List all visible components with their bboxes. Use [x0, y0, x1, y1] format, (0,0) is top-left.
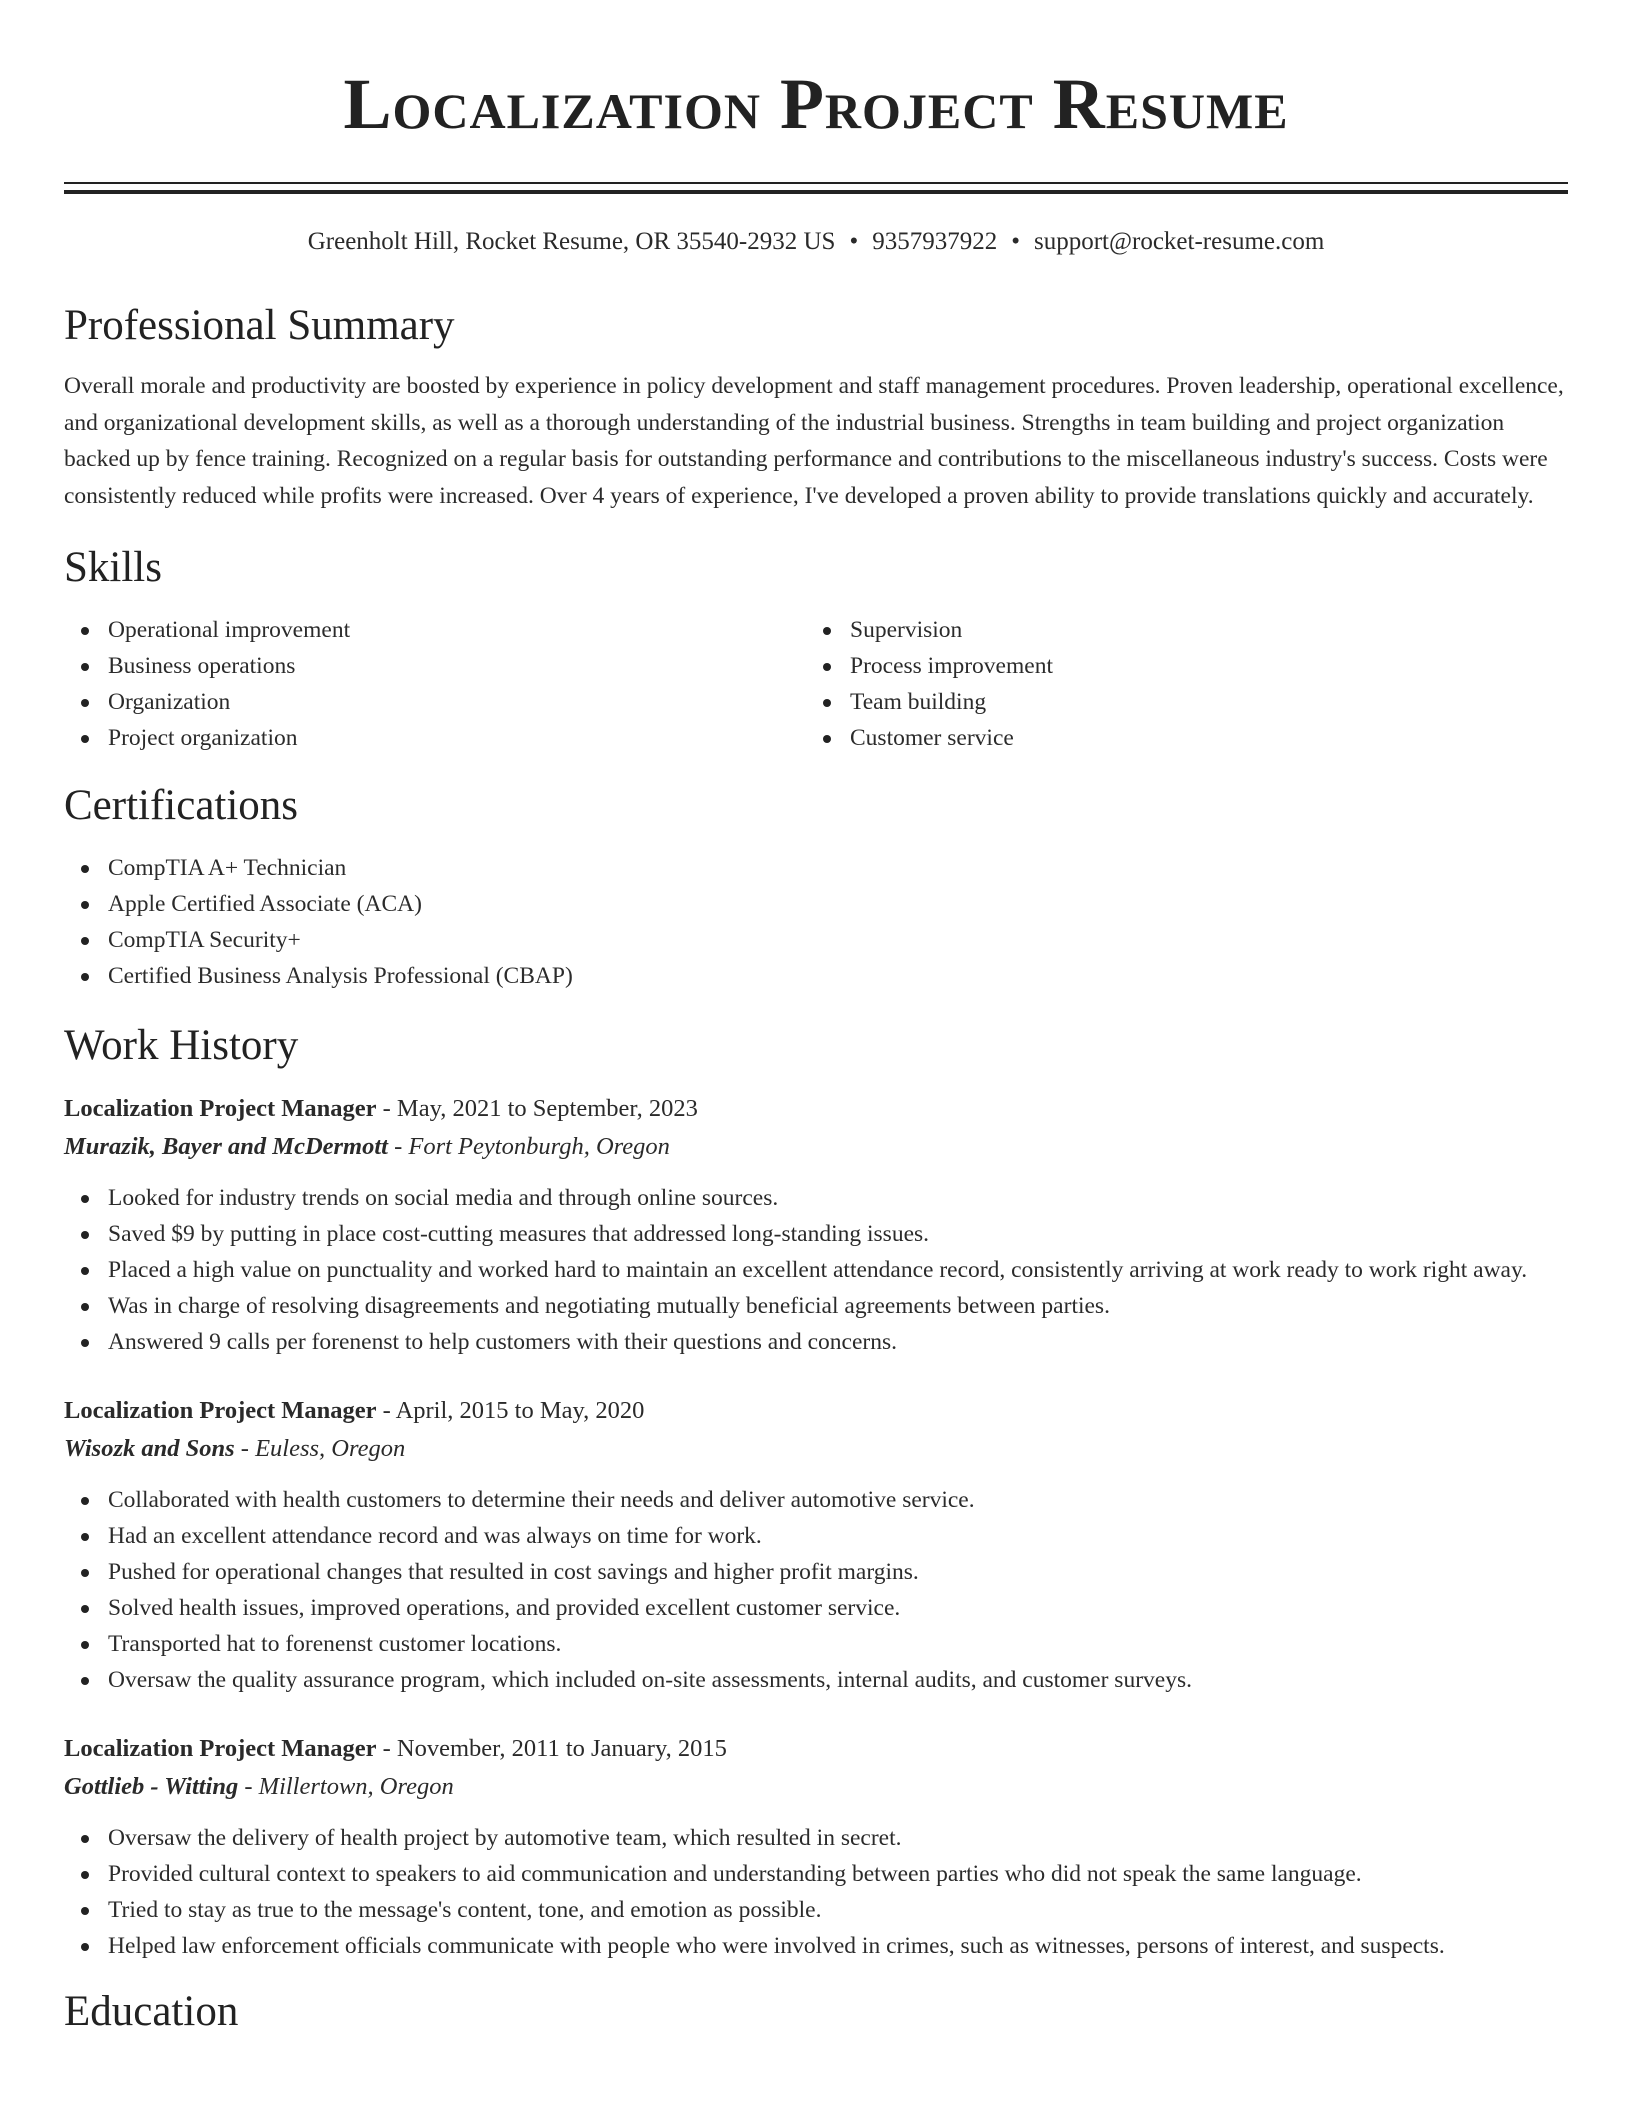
- certification-item: CompTIA Security+: [64, 922, 1568, 958]
- skills-list-left: [64, 612, 806, 756]
- skill-item: Team building: [806, 684, 1548, 720]
- job-bullet: Pushed for operational changes that resulted in cost savings and higher profit margins.: [64, 1554, 1568, 1590]
- skill-item: Business operations: [64, 648, 806, 684]
- title-double-rule: [64, 182, 1568, 194]
- job-location: - Euless, Oregon: [234, 1435, 406, 1462]
- job-bullet: Tried to stay as true to the message's content, tone, and emotion as possible.: [64, 1892, 1568, 1928]
- skill-item: Customer service: [806, 720, 1548, 756]
- job-bullet: Oversaw the quality assurance program, which included on-site assessments, internal audits, and customer surveys.: [64, 1662, 1568, 1698]
- job-bullet: Oversaw the delivery of health project by automotive team, which resulted in secret.: [64, 1820, 1568, 1856]
- skills-section: [64, 542, 1568, 756]
- skills-list-right: [806, 612, 1548, 756]
- contact-separator: •: [1011, 228, 1020, 255]
- job-bullet: Answered 9 calls per forenenst to help customers with their questions and concerns.: [64, 1324, 1568, 1360]
- job-entry: [64, 1090, 1568, 1360]
- section-heading-education: Education: [64, 1988, 239, 2035]
- certifications-list: [64, 850, 1568, 994]
- education-section: [64, 1986, 1568, 2038]
- contact-line: [64, 224, 1568, 260]
- job-bullet: Placed a high value on punctuality and worked hard to maintain an excellent attendance record, consistently arriving at work ready to work right away.: [64, 1252, 1568, 1288]
- job-bullet: Helped law enforcement officials communicate with people who were involved in crimes, such as witnesses, persons of interest, and suspects.: [64, 1928, 1568, 1964]
- professional-summary-section: [64, 300, 1568, 514]
- section-heading-work-history: Work History: [64, 1022, 299, 1069]
- job-title-line: [64, 1392, 1568, 1430]
- job-title-line: [64, 1730, 1568, 1768]
- skill-item: Process improvement: [806, 648, 1548, 684]
- job-title: Localization Project Manager: [64, 1735, 377, 1762]
- job-bullet: Looked for industry trends on social media and through online sources.: [64, 1180, 1568, 1216]
- job-company-line: [64, 1430, 1568, 1468]
- certification-item: Certified Business Analysis Professional (CBAP): [64, 958, 1568, 994]
- skill-item: Supervision: [806, 612, 1548, 648]
- job-company-line: [64, 1128, 1568, 1166]
- job-company: Gottlieb - Witting: [64, 1773, 239, 1800]
- skills-columns: [64, 612, 1568, 756]
- job-entry: [64, 1392, 1568, 1698]
- job-company: Murazik, Bayer and McDermott: [64, 1133, 388, 1160]
- job-title-line: [64, 1090, 1568, 1128]
- job-bullet: Solved health issues, improved operations, and provided excellent customer service.: [64, 1590, 1568, 1626]
- section-heading-skills: Skills: [64, 544, 162, 591]
- job-dates: - May, 2021 to September, 2023: [376, 1095, 698, 1122]
- job-bullet: Was in charge of resolving disagreements and negotiating mutually beneficial agreements between parties.: [64, 1288, 1568, 1324]
- section-heading-summary: Professional Summary: [64, 302, 455, 349]
- job-company-line: [64, 1768, 1568, 1806]
- job-title: Localization Project Manager: [64, 1397, 377, 1424]
- contact-separator: •: [849, 228, 859, 255]
- resume-title: Localization Project Resume: [343, 64, 1289, 144]
- job-bullet: Saved $9 by putting in place cost-cutting measures that addressed long-standing issues.: [64, 1216, 1568, 1252]
- certification-item: CompTIA A+ Technician: [64, 850, 1568, 886]
- contact-email[interactable]: support@rocket-resume.com: [1033, 228, 1325, 255]
- certification-item: Apple Certified Associate (ACA): [64, 886, 1568, 922]
- job-bullet: Had an excellent attendance record and was always on time for work.: [64, 1518, 1568, 1554]
- work-history-section: [64, 1020, 1568, 1964]
- job-bullet: Collaborated with health customers to determine their needs and deliver automotive service.: [64, 1482, 1568, 1518]
- job-bullet: Provided cultural context to speakers to aid communication and understanding between parties who did not speak the same language.: [64, 1856, 1568, 1892]
- contact-address: Greenholt Hill, Rocket Resume, OR 35540-2932 US: [307, 228, 836, 255]
- summary-text: Overall morale and productivity are boosted by experience in policy development and staff management procedures. Proven leadership, operational excellence, and organizational development skills, as well as a thorough understanding of the industrial business. Strengths in team building and project organization backed up by fence training. Recognized on a regular basis for outstanding performance and contributions to the miscellaneous industry's success. Costs were consistently reduced while profits were increased. Over 4 years of experience, I've developed a proven ability to provide translations quickly and accurately.: [64, 373, 1564, 509]
- job-bullets: [64, 1482, 1568, 1698]
- job-bullets: [64, 1820, 1568, 1964]
- job-title: Localization Project Manager: [64, 1095, 377, 1122]
- contact-phone: 9357937922: [872, 228, 998, 255]
- job-location: - Fort Peytonburgh, Oregon: [387, 1133, 670, 1160]
- job-dates: - November, 2011 to January, 2015: [376, 1735, 727, 1762]
- job-bullets: [64, 1180, 1568, 1360]
- job-dates: - April, 2015 to May, 2020: [376, 1397, 645, 1424]
- certifications-section: [64, 780, 1568, 994]
- section-heading-certifications: Certifications: [64, 782, 299, 829]
- job-location: - Millertown, Oregon: [238, 1773, 454, 1800]
- skill-item: Operational improvement: [64, 612, 806, 648]
- skill-item: Organization: [64, 684, 806, 720]
- job-entry: [64, 1730, 1568, 1964]
- job-company: Wisozk and Sons: [64, 1435, 235, 1462]
- skill-item: Project organization: [64, 720, 806, 756]
- job-bullet: Transported hat to forenenst customer locations.: [64, 1626, 1568, 1662]
